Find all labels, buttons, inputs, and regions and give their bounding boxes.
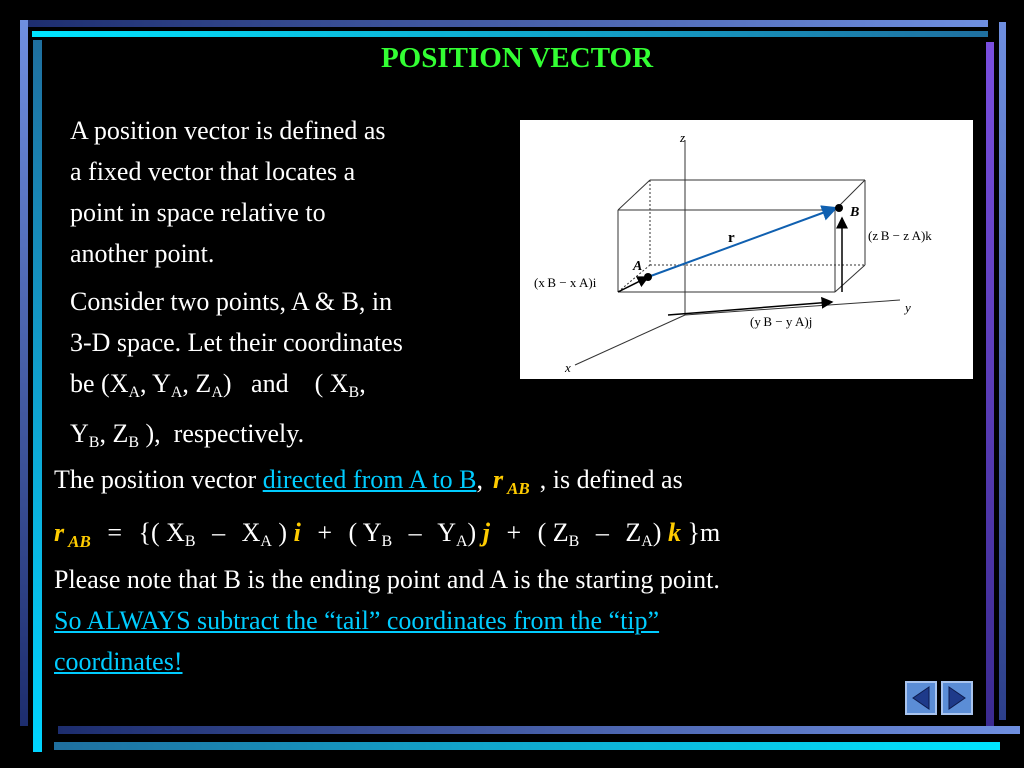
formula-plus: +	[317, 518, 332, 547]
end-text: ), respectively.	[139, 419, 305, 448]
formula-y: Y	[437, 518, 456, 547]
xb-xa-label: (x B − x A)i	[534, 275, 597, 290]
frame-bar-left-blue	[20, 20, 28, 726]
note-link-line-3[interactable]: coordinates!	[54, 647, 183, 676]
point-a	[644, 273, 652, 281]
position-vector-figure	[520, 120, 973, 379]
frame-bar-top-blue	[20, 20, 988, 27]
intro-line-4: another point.	[70, 239, 215, 268]
formula-plus: +	[506, 518, 522, 547]
consider-line-1: Consider two points, A & B, in	[70, 287, 393, 316]
intro-line-2: a fixed vector that locates a	[70, 157, 356, 186]
consider-line-2: 3-D space. Let their coordinates	[70, 328, 403, 357]
formula-z: Z	[625, 518, 642, 547]
formula-ab: AB	[68, 532, 91, 551]
prev-slide-button[interactable]	[905, 681, 937, 715]
definition-suffix: , is defined as	[539, 465, 683, 494]
b-label: B	[850, 205, 860, 220]
a-label: A	[633, 259, 643, 274]
directed-link[interactable]: directed from A to B	[262, 465, 477, 494]
formula-minus: –	[595, 518, 609, 547]
x-axis-label: x	[565, 360, 571, 375]
comma-z-text: , Z	[182, 369, 212, 398]
yb-ya-label: (y B − y A)j	[750, 314, 813, 329]
consider-line-3	[70, 363, 403, 413]
left-arrow-icon	[907, 683, 935, 713]
sub-b: B	[568, 533, 580, 550]
sub-b: B	[88, 434, 100, 451]
sub-b: B	[348, 384, 360, 401]
i-unit: i	[293, 518, 301, 547]
frame-bar-right-blue	[999, 22, 1006, 720]
consider-line-4	[70, 413, 403, 463]
y-axis	[685, 300, 900, 315]
formula-open-y: ( Y	[348, 518, 382, 547]
y-text: Y	[70, 419, 89, 448]
vector-diagram	[520, 120, 973, 379]
note-paragraph	[54, 559, 720, 682]
sub-a: A	[455, 533, 468, 550]
sub-a: A	[211, 384, 223, 401]
right-arrow-icon	[943, 683, 971, 713]
frame-bar-left-cyan	[33, 40, 42, 752]
note-line-1: Please note that B is the ending point and A is the starting point.	[54, 565, 720, 594]
definition-comma: ,	[476, 465, 483, 494]
definition-prefix: The position vector	[54, 465, 263, 494]
sub-b: B	[128, 434, 140, 451]
next-slide-button[interactable]	[941, 681, 973, 715]
frame-bar-bottom-blue	[58, 726, 1020, 734]
x-axis	[575, 315, 685, 365]
trail-comma: ,	[359, 369, 366, 398]
zb-za-label: (z B − z A)k	[868, 228, 932, 243]
sub-b: B	[381, 533, 393, 550]
ab-subscript: AB	[507, 479, 530, 498]
intro-paragraph	[70, 110, 386, 274]
r-vector	[648, 208, 836, 277]
formula-end: }m	[687, 518, 721, 547]
y-axis-label: y	[905, 300, 911, 315]
sub-a: A	[260, 533, 272, 550]
sub-a: A	[128, 384, 141, 401]
comma-y-text: , Y	[140, 369, 171, 398]
r-symbol: r	[492, 465, 504, 494]
r-label: r	[728, 230, 735, 246]
be-text: be (X	[70, 369, 129, 398]
j-unit: j	[482, 518, 490, 547]
formula-x: X	[241, 518, 261, 547]
formula-eq: =	[107, 518, 122, 547]
point-b	[835, 204, 843, 212]
sub-b: B	[184, 533, 196, 550]
z-comma-text: , Z	[99, 419, 129, 448]
z-axis-label: z	[680, 130, 686, 145]
formula-open: {( X	[138, 518, 185, 547]
formula-open-z: ( Z	[537, 518, 569, 547]
intro-line-1: A position vector is defined as	[70, 116, 386, 145]
sub-a: A	[641, 533, 653, 550]
note-link-line-2[interactable]: So ALWAYS subtract the “tail” coordinates from the “tip”	[54, 606, 660, 635]
position-vector-formula	[54, 512, 720, 562]
frame-bar-top-cyan	[32, 31, 988, 37]
frame-bar-bottom-cyan	[54, 742, 1000, 750]
definition-line	[54, 459, 683, 509]
frame-bar-right-purple	[986, 42, 994, 732]
k-unit: k	[667, 518, 681, 547]
formula-close: )	[467, 518, 477, 547]
formula-minus: –	[408, 518, 422, 547]
formula-minus: –	[212, 518, 226, 547]
sub-a: A	[170, 384, 183, 401]
slide-title: POSITION VECTOR	[380, 42, 654, 74]
formula-close: )	[652, 518, 662, 547]
consider-paragraph	[70, 281, 403, 463]
formula-r: r	[54, 518, 65, 547]
intro-line-3: point in space relative to	[70, 198, 326, 227]
close-and-text: ) and ( X	[222, 369, 349, 398]
formula-close: )	[278, 518, 288, 547]
